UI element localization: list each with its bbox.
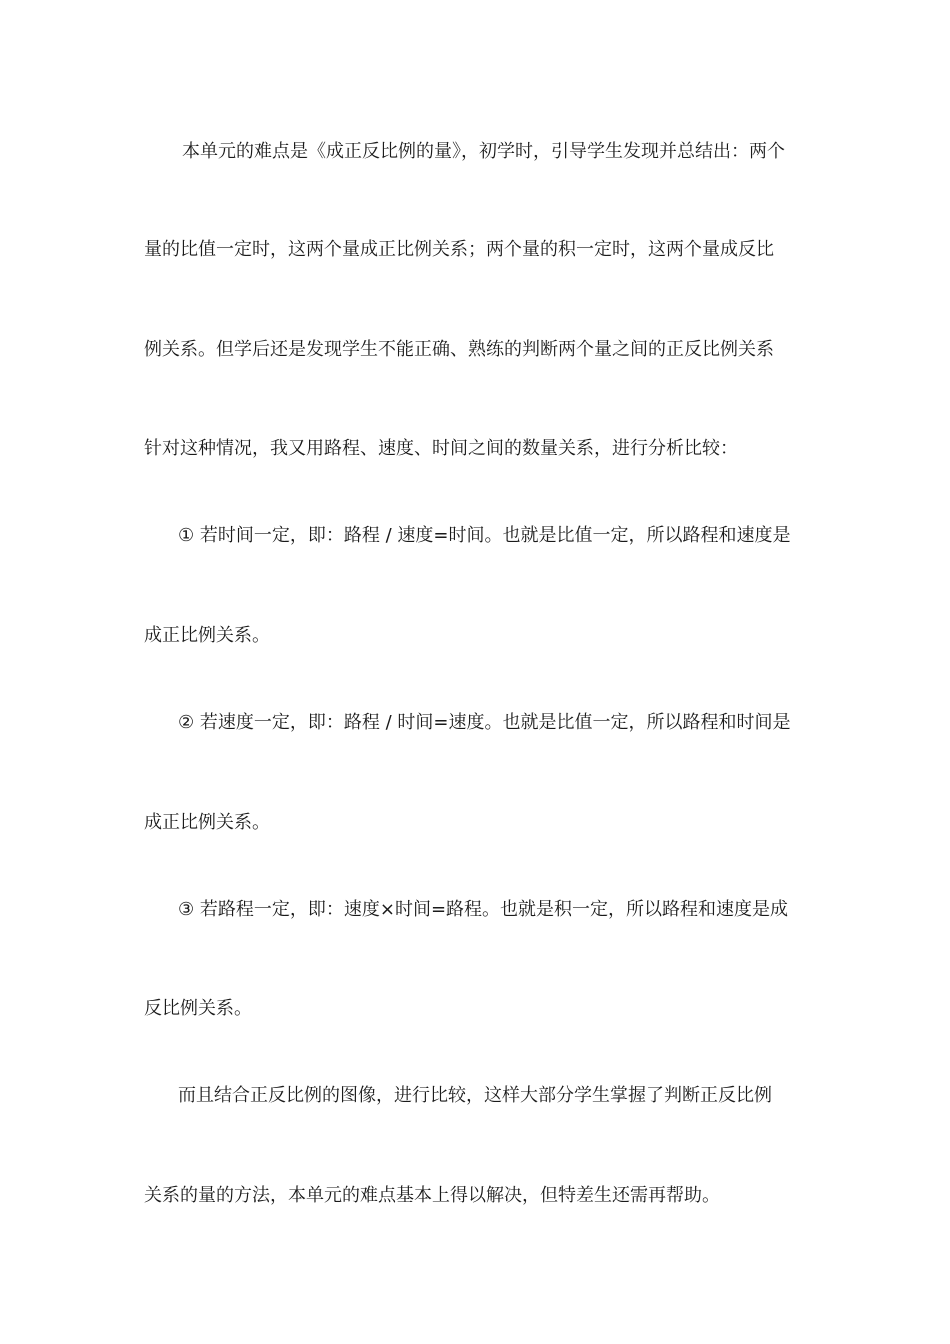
paragraph-line: 本单元的难点是《成正反比例的量》，初学时，引导学生发现并总结出：两个 <box>182 141 785 162</box>
list-item-line: ③ 若路程一定，即：速度×时间=路程。也就是积一定，所以路程和速度是成 <box>178 899 789 920</box>
paragraph-line: 例关系。但学后还是发现学生不能正确、熟练的判断两个量之间的正反比例关系 <box>144 339 774 360</box>
paragraph-line: 关系的量的方法，本单元的难点基本上得以解决，但特差生还需再帮助。 <box>144 1185 720 1206</box>
paragraph-line: 而且结合正反比例的图像，进行比较，这样大部分学生掌握了判断正反比例 <box>178 1085 772 1106</box>
list-item-line: 反比例关系。 <box>144 998 252 1019</box>
paragraph-line: 量的比值一定时，这两个量成正比例关系；两个量的积一定时，这两个量成反比 <box>144 239 774 260</box>
paragraph-line: 针对这种情况，我又用路程、速度、时间之间的数量关系，进行分析比较： <box>144 438 738 459</box>
list-item-line: 成正比例关系。 <box>144 812 270 833</box>
list-item-line: ① 若时间一定，即：路程 / 速度=时间。也就是比值一定，所以路程和速度是 <box>178 525 791 546</box>
list-item-line: 成正比例关系。 <box>144 625 270 646</box>
list-item-line: ② 若速度一定，即：路程 / 时间=速度。也就是比值一定，所以路程和时间是 <box>178 712 791 733</box>
